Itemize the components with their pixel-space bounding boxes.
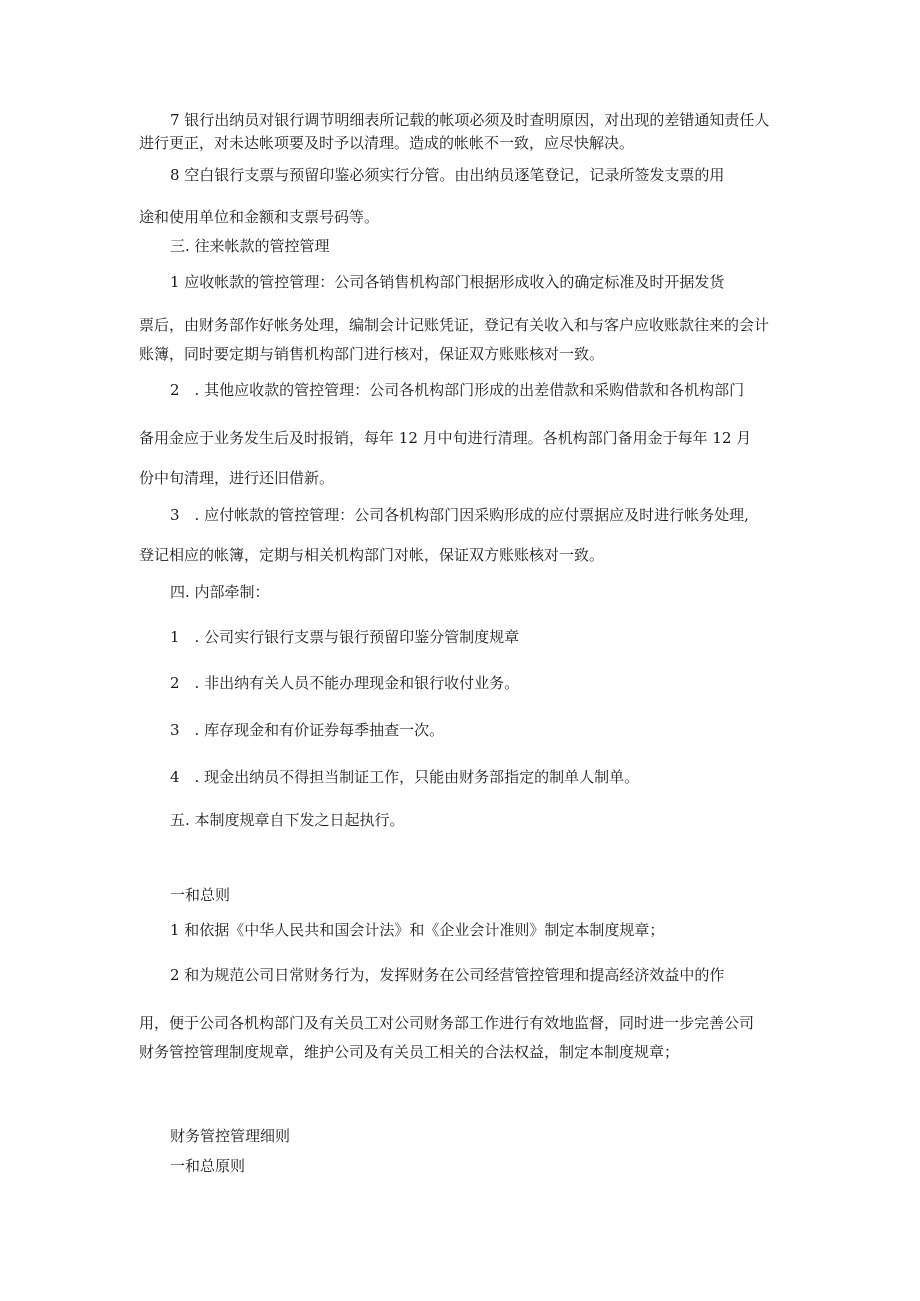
paragraph-line: 2 和为规范公司日常财务行为，发挥财务在公司经营管控管理和提高经济效益中的作 (170, 966, 725, 984)
paragraph-line: 进行更正，对未达帐项要及时予以清理。造成的帐帐不一致，应尽快解决。 (139, 134, 635, 152)
paragraph-line: 账簿，同时要定期与销售机构部门进行核对，保证双方账账核对一致。 (139, 345, 605, 363)
paragraph-line: 7 银行出纳员对银行调节明细表所记载的帐项必须及时查明原因，对出现的差错通知责任人 (170, 111, 770, 129)
paragraph-line: 备用金应于业务发生后及时报销，每年 12 月中旬进行清理。各机构部门备用金于每年 12 月 (139, 429, 752, 447)
section-heading: 三. 往来帐款的管控管理 (170, 237, 330, 255)
paragraph-line: 2 . 其他应收款的管控管理：公司各机构部门形成的出差借款和采购借款和各机构部门 (170, 381, 745, 399)
paragraph-line: 财务管控管理制度规章，维护公司及有关员工相关的合法权益，制定本制度规章； (139, 1043, 680, 1061)
list-item: 1 . 公司实行银行支票与银行预留印鉴分管制度规章 (170, 628, 520, 646)
paragraph-line: 3 . 应付帐款的管控管理：公司各机构部门因采购形成的应付票据应及时进行帐务处理, (170, 506, 749, 524)
paragraph-line: 1 应收帐款的管控管理：公司各销售机构部门根据形成收入的确定标准及时开据发货 (170, 273, 725, 291)
paragraph-line: 份中旬清理，进行还旧借新。 (139, 469, 335, 487)
section-heading: 五. 本制度规章自下发之日起执行。 (170, 811, 405, 829)
list-item: 3 . 库存现金和有价证券每季抽查一次。 (170, 721, 445, 739)
paragraph-line: 票后，由财务部作好帐务处理，编制会计记账凭证，登记有关收入和与客户应收账款往来的会计 (139, 316, 770, 334)
section-heading: 四. 内部牵制： (170, 583, 270, 601)
paragraph-line: 途和使用单位和金额和支票号码等。 (139, 208, 380, 226)
section-heading: 一和总则 (170, 886, 231, 904)
list-item: 4 . 现金出纳员不得担当制证工作，只能由财务部指定的制单人制单。 (170, 768, 640, 786)
list-item: 2 . 非出纳有关人员不能办理现金和银行收付业务。 (170, 674, 520, 692)
paragraph-line: 用，便于公司各机构部门及有关员工对公司财务部工作进行有效地监督，同时进一步完善公司 (139, 1014, 755, 1032)
document-title: 财务管控管理细则 (170, 1127, 291, 1145)
paragraph-line: 登记相应的帐簿，定期与相关机构部门对帐，保证双方账账核对一致。 (139, 546, 605, 564)
paragraph-line: 8 空白银行支票与预留印鉴必须实行分管。由出纳员逐笔登记，记录所签发支票的用 (170, 166, 725, 184)
section-heading: 一和总原则 (170, 1157, 246, 1175)
paragraph-line: 1 和依据《中华人民共和国会计法》和《企业会计准则》制定本制度规章； (170, 921, 665, 939)
